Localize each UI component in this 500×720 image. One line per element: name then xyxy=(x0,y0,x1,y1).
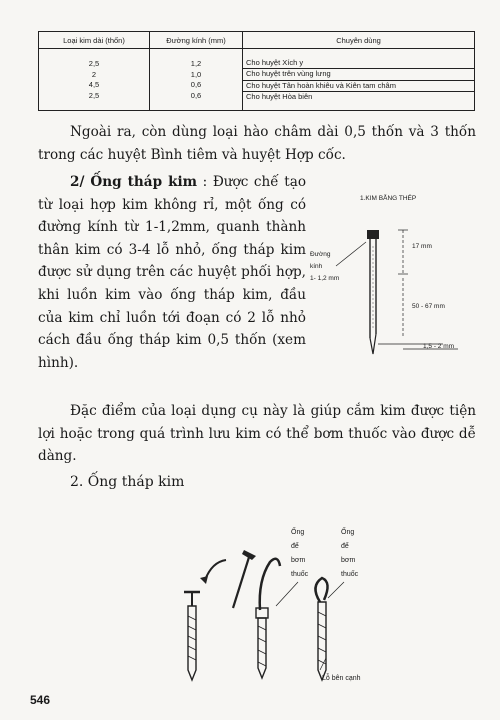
needle-handle-cap xyxy=(367,230,379,239)
table-cell: 4,5 xyxy=(88,80,100,89)
diameter-label: 1- 1,2 mm xyxy=(310,275,340,282)
label-injection-tube-b: thuốc xyxy=(341,571,359,578)
dim-top-label: 17 mm xyxy=(412,243,432,250)
label-injection-tube-b: bơm xyxy=(341,557,356,564)
column-diameter xyxy=(150,49,243,111)
tube-2-curve xyxy=(260,559,280,610)
table-cell: 2 xyxy=(91,69,97,79)
table-cell: Cho huyệt Xích y xyxy=(246,57,304,67)
diameter-pointer xyxy=(336,242,366,266)
tube-2-threads xyxy=(258,626,266,666)
table-header xyxy=(39,32,474,49)
label-injection-tube-a: thuốc xyxy=(291,571,309,578)
table-cell: 0,6 xyxy=(190,80,202,89)
label-side-hole: Lỗ bên cạnh xyxy=(322,675,361,682)
table-cell: 2,5 xyxy=(88,90,100,100)
tube-needle-illustration xyxy=(170,520,400,690)
column-length xyxy=(39,49,150,111)
dim-middle-label: 50 - 67 mm xyxy=(412,303,445,310)
insert-arrowhead xyxy=(200,576,208,584)
paragraph-tube-text: : Được chế tạo từ loại hợp kim không rỉ, một ống có đường kính từ 1-1,2mm, quanh thành thân kim có 3-4 lỗ nhỏ, ống tháp kim được sử dụng trên các huyệt phối hợp, khi luồn kim vào ống tháp kim, đầu của kim chỉ luồn tới đoạn có 2 lỗ nhỏ cách đầu ống tháp kim 0,5 thốn (xem hình). xyxy=(38,174,306,371)
loose-needle xyxy=(233,554,250,608)
tube-3-loop xyxy=(315,578,327,602)
label-injection-tube-a: Ống xyxy=(291,529,305,536)
needle-1-shaft xyxy=(188,606,196,680)
diameter-label: Đường xyxy=(310,251,331,258)
table-body xyxy=(39,49,474,111)
table-cell: Cho huyệt Hòa biên xyxy=(243,91,474,103)
header-usage: Chuyên dùng xyxy=(336,35,381,45)
table-cell: Cho huyệt Tân hoàn khiêu và Kiên tam châm xyxy=(243,80,474,92)
needle-1-threads xyxy=(188,616,196,660)
paragraph-extra-needles: Ngoài ra, còn dùng loại hào châm dài 0,5 thốn và 3 thốn trong các huyệt Bình tiêm và huyệt Hợp cốc. xyxy=(38,124,476,163)
table-cell: Cho huyệt trên vùng lưng xyxy=(243,68,474,80)
label-injection-tube-a: bơm xyxy=(291,557,306,564)
table-cell: 0,6 xyxy=(190,90,202,100)
header-diameter: Đường kính (mm) xyxy=(150,32,243,48)
figure-heading: 2. Ống tháp kim xyxy=(70,474,185,490)
insert-arrow xyxy=(205,560,226,580)
table-cell: 1,2 xyxy=(190,59,202,68)
tube-3-threads xyxy=(318,612,326,664)
label-injection-tube-b: Ống xyxy=(341,529,355,536)
label-injection-tube-b: để xyxy=(341,543,349,550)
dim-bottom-label: 1,5 - 2 mm xyxy=(423,343,455,350)
label-injection-tube-a: để xyxy=(291,543,299,550)
table-cell: 1,0 xyxy=(190,69,202,79)
side-hole-pointer xyxy=(320,658,326,670)
tube-2-collar xyxy=(256,608,268,618)
header-length: Loại kim dài (thốn) xyxy=(39,32,150,48)
column-usage xyxy=(243,49,474,111)
label-b-pointer xyxy=(328,582,344,598)
label-a-pointer xyxy=(276,582,298,606)
steel-needle-diagram xyxy=(308,188,480,360)
needle-spec-table xyxy=(38,31,475,111)
page-number: 546 xyxy=(30,693,51,707)
needle-figure-title: 1.KIM BẰNG THÉP xyxy=(360,195,417,202)
table-cell: 2,5 xyxy=(88,59,100,68)
diameter-label: kính xyxy=(310,263,323,270)
paragraph-tube-description xyxy=(38,171,306,374)
needle-tip xyxy=(370,334,376,354)
section-heading: 2/ Ống tháp kim xyxy=(70,174,198,190)
paragraph-features: Đặc điểm của loại dụng cụ này là giúp cắm kim được tiện lợi hoặc trong quá trình lưu kim có thể bơm thuốc vào được dễ dàng. xyxy=(38,403,476,465)
